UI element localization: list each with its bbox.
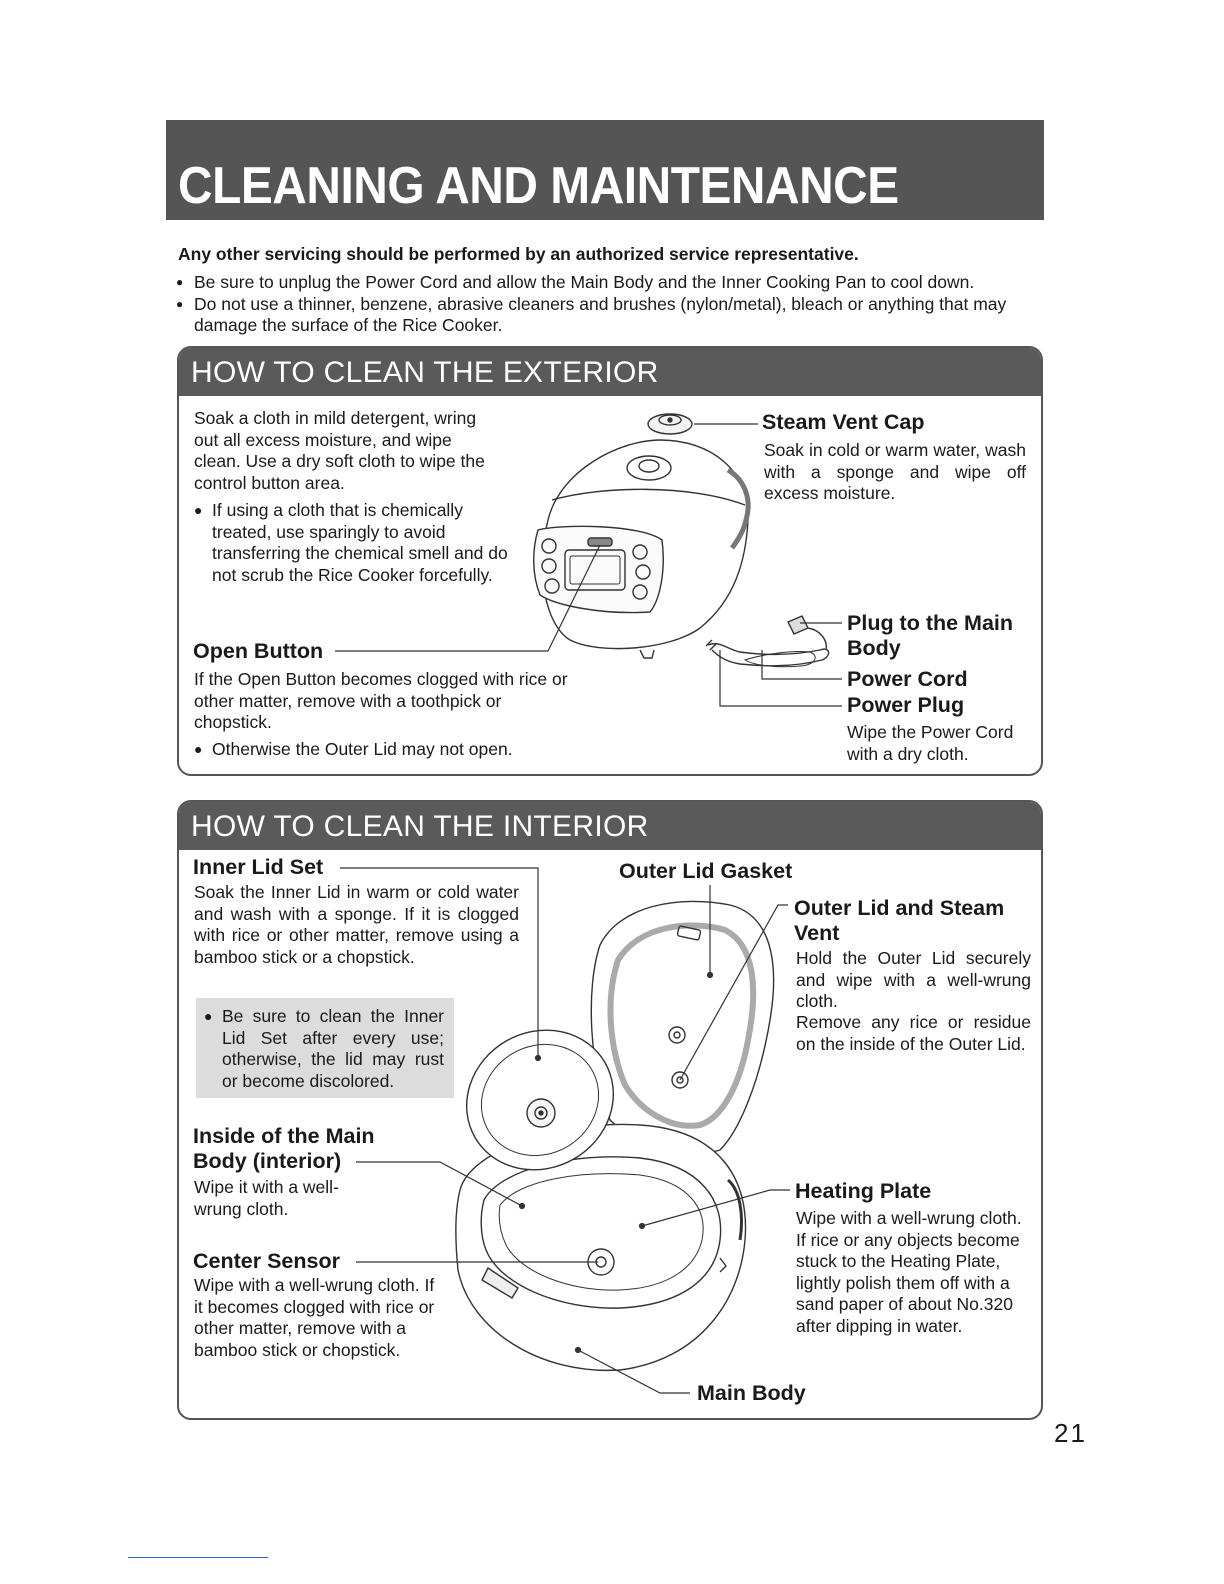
inner-lid-set-label: Inner Lid Set: [193, 855, 324, 879]
page-title: CLEANING AND MAINTENANCE: [178, 157, 899, 215]
rice-cooker-interior-illustration: [441, 901, 774, 1370]
power-plug-label: Power Plug: [847, 693, 965, 717]
plug-main-body-label: Plug to the Main Body: [847, 611, 1014, 660]
list-item: ● Be sure to unplug the Power Cord and allow the Main Body and the Inner Cooking Pan to cool down.: [176, 272, 1056, 294]
steam-vent-cap-illustration: [648, 414, 692, 434]
outer-lid-text-1: Hold the Outer Lid securely and wipe with a well-wrung cloth.: [796, 948, 1031, 1011]
interior-title: HOW TO CLEAN THE INTERIOR: [191, 810, 649, 843]
footer-link-underline: [128, 1557, 268, 1558]
exterior-body-text: Soak a cloth in mild detergent, wring out all excess moisture, and wipe clean. Use a dry soft cloth to wipe the control button area.: [194, 408, 485, 493]
heating-plate-text: Wipe with a well-wrung cloth. If rice or any objects become stuck to the Heating Plate, lightly polish them off with a sand paper of about No.320 after dipping in water.: [796, 1208, 1022, 1336]
power-cord-label: Power Cord: [847, 667, 968, 691]
inner-lid-set-text: Soak the Inner Lid in warm or cold water and wash with a sponge. If it is clogged with rice or other matter, remove using a bamboo stick or a chopstick.: [194, 882, 519, 967]
main-body-label: Main Body: [697, 1381, 806, 1405]
power-plug-text: Wipe the Power Cord with a dry cloth.: [847, 722, 1014, 764]
outer-lid-gasket-label: Outer Lid Gasket: [619, 859, 793, 883]
exterior-title: HOW TO CLEAN THE EXTERIOR: [191, 356, 659, 389]
rice-cooker-exterior-illustration: [534, 440, 748, 658]
steam-vent-cap-label: Steam Vent Cap: [762, 410, 925, 434]
inner-lid-set-note: ● Be sure to clean the Inner Lid Set after every use; otherwise, the lid may rust or become discolored.: [204, 1006, 444, 1092]
outer-lid-steam-vent-label: Outer Lid and Steam Vent: [794, 896, 1005, 945]
chemical-cloth-note: ● If using a cloth that is chemically treated, use sparingly to avoid transferring the chemical smell and do not scrub the Rice Cooker forcefully.: [194, 500, 512, 586]
open-button-text: If the Open Button becomes clogged with rice or other matter, remove with a toothpick or chopstick.: [194, 669, 568, 732]
center-sensor-label: Center Sensor: [193, 1249, 340, 1273]
steam-vent-cap-text: Soak in cold or warm water, wash with a sponge and wipe off excess moisture.: [764, 440, 1026, 503]
heating-plate-label: Heating Plate: [795, 1179, 932, 1203]
service-note: Any other servicing should be performed by an authorized service representative.: [178, 244, 859, 264]
open-button-label: Open Button: [193, 639, 324, 663]
page-number: 21: [1054, 1418, 1087, 1448]
center-sensor-text: Wipe with a well-wrung cloth. If it becomes clogged with rice or other matter, remove with a bamboo stick or chopstick.: [194, 1275, 435, 1360]
list-item: ● Do not use a thinner, benzene, abrasive cleaners and brushes (nylon/metal), bleach or anything that may damage the surface of the Rice Cooker.: [176, 294, 1056, 337]
inside-main-body-label: Inside of the Main Body (interior): [193, 1124, 375, 1173]
power-cord-illustration: [706, 616, 829, 667]
open-button-note: ● Otherwise the Outer Lid may not open.: [194, 739, 597, 761]
inside-main-body-text: Wipe it with a well-wrung cloth.: [194, 1177, 339, 1219]
outer-lid-text-2: Remove any rice or residue on the inside of the Outer Lid.: [796, 1012, 1031, 1054]
